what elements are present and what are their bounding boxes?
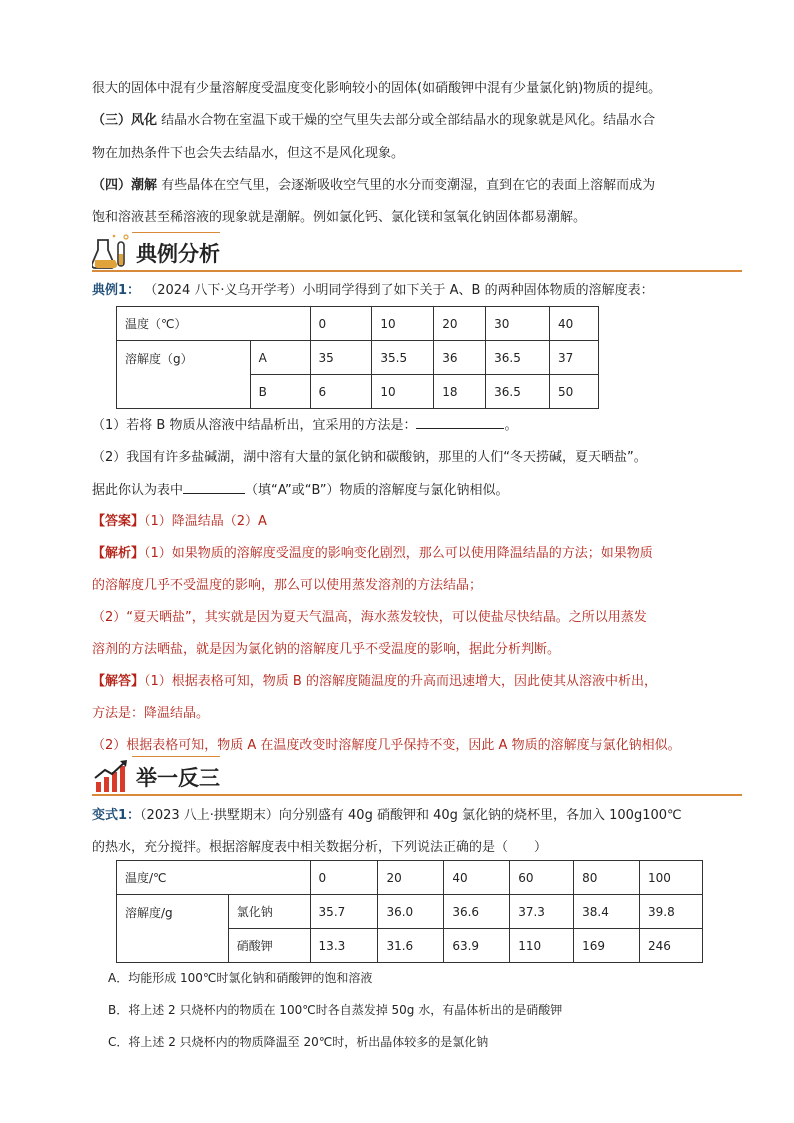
question-2-end: （填“A”或“B”）物质的溶解度与氯化钠相似。 <box>245 483 509 498</box>
analysis-label: 【解析】 <box>92 546 145 561</box>
table-cell: 246 <box>640 929 703 963</box>
example-1-prompt <box>92 282 654 300</box>
table-cell: 18 <box>434 375 486 409</box>
table-cell: 35 <box>310 341 372 375</box>
table-cell: 0 <box>310 307 372 341</box>
solubility-table-ab <box>116 306 599 409</box>
table-cell: 63.9 <box>444 929 510 963</box>
table-cell: 39.8 <box>640 895 703 929</box>
section-4-paragraph <box>92 177 655 195</box>
question-2-line-1: （2）我国有许多盐碱湖，湖中溶有大量的氯化钠和碳酸钠，那里的人们“冬天捞碱，夏天晒盐”。 <box>92 450 647 465</box>
table-cell: 13.3 <box>310 929 378 963</box>
question-2-line-2 <box>92 481 508 500</box>
answer-text: （1）降温结晶（2）A <box>144 514 267 529</box>
option-b[interactable]: B．将上述 2 只烧杯内的物质在 100℃时各自蒸发掉 50g 水，有晶体析出的是硝酸钾 <box>108 1003 563 1017</box>
section-header-practice <box>92 756 742 796</box>
table-cell: 10 <box>372 307 434 341</box>
analysis-line-4: 溶剂的方法晒盐，就是因为氯化钠的溶解度几乎不受温度的影响，据此分析判断。 <box>92 642 561 657</box>
section-3-label: （三）风化 <box>92 113 158 128</box>
section-header-typical-examples <box>92 232 742 272</box>
temp-header: 温度/℃ <box>117 861 311 895</box>
analysis-text-1: （1）如果物质的溶解度受温度的影响变化剧烈，那么可以使用降温结晶的方法；如果物质 <box>144 546 653 561</box>
table-cell: 50 <box>550 375 599 409</box>
solution-line-1 <box>92 673 657 691</box>
table-cell: 40 <box>550 307 599 341</box>
table-row <box>117 341 599 375</box>
table-cell: 36.5 <box>486 341 550 375</box>
analysis-line-2: 的溶解度几乎不受温度的影响，那么可以使用蒸发溶剂的方法结晶； <box>92 578 483 593</box>
substance-name: 硝酸钾 <box>228 929 310 963</box>
variant-1-label: 变式1： <box>92 808 141 823</box>
table-cell: 6 <box>310 375 372 409</box>
growth-chart-icon <box>92 756 132 796</box>
table-cell: 40 <box>444 861 510 895</box>
table-cell: 0 <box>310 861 378 895</box>
answer-blank[interactable] <box>183 481 245 494</box>
question-1-end: 。 <box>504 418 518 433</box>
table-cell: 35.7 <box>310 895 378 929</box>
table-cell: 38.4 <box>574 895 640 929</box>
table-cell: 20 <box>434 307 486 341</box>
table-cell: 60 <box>510 861 574 895</box>
example-1-text: （2024 八下·义乌开学考）小明同学得到了如下关于 A、B 的两种固体物质的溶解度表： <box>144 283 654 298</box>
table-cell: 169 <box>574 929 640 963</box>
temp-header: 温度（℃） <box>117 307 311 341</box>
table-cell: 31.6 <box>378 929 444 963</box>
option-a[interactable]: A．均能形成 100℃时氯化钠和硝酸钾的饱和溶液 <box>108 971 373 985</box>
section-4-line-1: 有些晶体在空气里，会逐渐吸收空气里的水分而变潮湿，直到在它的表面上溶解而成为 <box>161 178 656 193</box>
section-4-label: （四）潮解 <box>92 178 158 193</box>
substance-name: B <box>250 375 310 409</box>
table-cell: 20 <box>378 861 444 895</box>
solubility-header: 溶解度（g） <box>117 341 251 409</box>
table-cell: 36.0 <box>378 895 444 929</box>
intro-paragraph-1: 很大的固体中混有少量溶解度受温度变化影响较小的固体(如硝酸钾中混有少量氯化钠)物质的提纯。 <box>92 81 662 96</box>
section-3-line-1: 结晶水合物在室温下或干燥的空气里失去部分或全部结晶水的现象就是风化。结晶水合 <box>161 113 656 128</box>
question-1-text: （1）若将 B 物质从溶液中结晶析出，宜采用的方法是： <box>92 418 417 433</box>
solubility-header: 溶解度/g <box>117 895 229 963</box>
solution-line-3: （2）根据表格可知，物质 A 在温度改变时溶解度几乎保持不变，因此 A 物质的溶解度与氯化钠相似。 <box>92 738 681 753</box>
section-title: 典例分析 <box>136 241 220 266</box>
table-row <box>117 895 703 929</box>
table-cell: 35.5 <box>372 341 434 375</box>
variant-1-text: （2023 八上·拱墅期末）向分别盛有 40g 硝酸钾和 40g 氯化钠的烧杯里，各加入 100g100℃ <box>140 808 682 823</box>
chemistry-flask-icon <box>92 232 132 272</box>
section-title: 举一反三 <box>136 765 220 790</box>
table-row <box>117 861 703 895</box>
variant-1-line-1 <box>92 807 682 825</box>
analysis-line-3: （2）“夏天晒盐”，其实就是因为夏天气温高，海水蒸发较快，可以使盐尽快结晶。之所以用蒸发 <box>92 610 647 625</box>
section-4-line-2: 饱和溶液甚至稀溶液的现象就是潮解。例如氯化钙、氯化镁和氢氧化钠固体都易潮解。 <box>92 210 587 225</box>
solution-line-2: 方法是：降温结晶。 <box>92 706 210 721</box>
table-cell: 100 <box>640 861 703 895</box>
table-cell: 36 <box>434 341 486 375</box>
table-cell: 10 <box>372 375 434 409</box>
section-3-paragraph <box>92 112 655 130</box>
answer-line <box>92 513 267 531</box>
analysis-line-1 <box>92 545 653 563</box>
table-cell: 110 <box>510 929 574 963</box>
question-1 <box>92 416 517 435</box>
example-1-label: 典例1： <box>92 283 141 298</box>
table-cell: 37.3 <box>510 895 574 929</box>
table-cell: 80 <box>574 861 640 895</box>
table-cell: 37 <box>550 341 599 375</box>
table-cell: 30 <box>486 307 550 341</box>
answer-blank[interactable] <box>416 416 504 429</box>
option-c[interactable]: C．将上述 2 只烧杯内的物质降温至 20℃时，析出晶体较多的是氯化钠 <box>108 1035 489 1049</box>
table-cell: 36.5 <box>486 375 550 409</box>
solubility-table-nacl-kno3 <box>116 860 703 963</box>
substance-name: 氯化钠 <box>228 895 310 929</box>
section-3-line-2: 物在加热条件下也会失去结晶水，但这不是风化现象。 <box>92 146 405 161</box>
table-cell: 36.6 <box>444 895 510 929</box>
variant-1-line-2: 的热水，充分搅拌。根据溶解度表中相关数据分析，下列说法正确的是（ ） <box>92 840 548 855</box>
answer-label: 【答案】 <box>92 514 145 529</box>
substance-name: A <box>250 341 310 375</box>
solution-label: 【解答】 <box>92 674 145 689</box>
table-row <box>117 307 599 341</box>
solution-text-1: （1）根据表格可知，物质 B 的溶解度随温度的升高而迅速增大，因此使其从溶液中析出， <box>144 674 657 689</box>
question-2-text: 据此你认为表中 <box>92 483 184 498</box>
